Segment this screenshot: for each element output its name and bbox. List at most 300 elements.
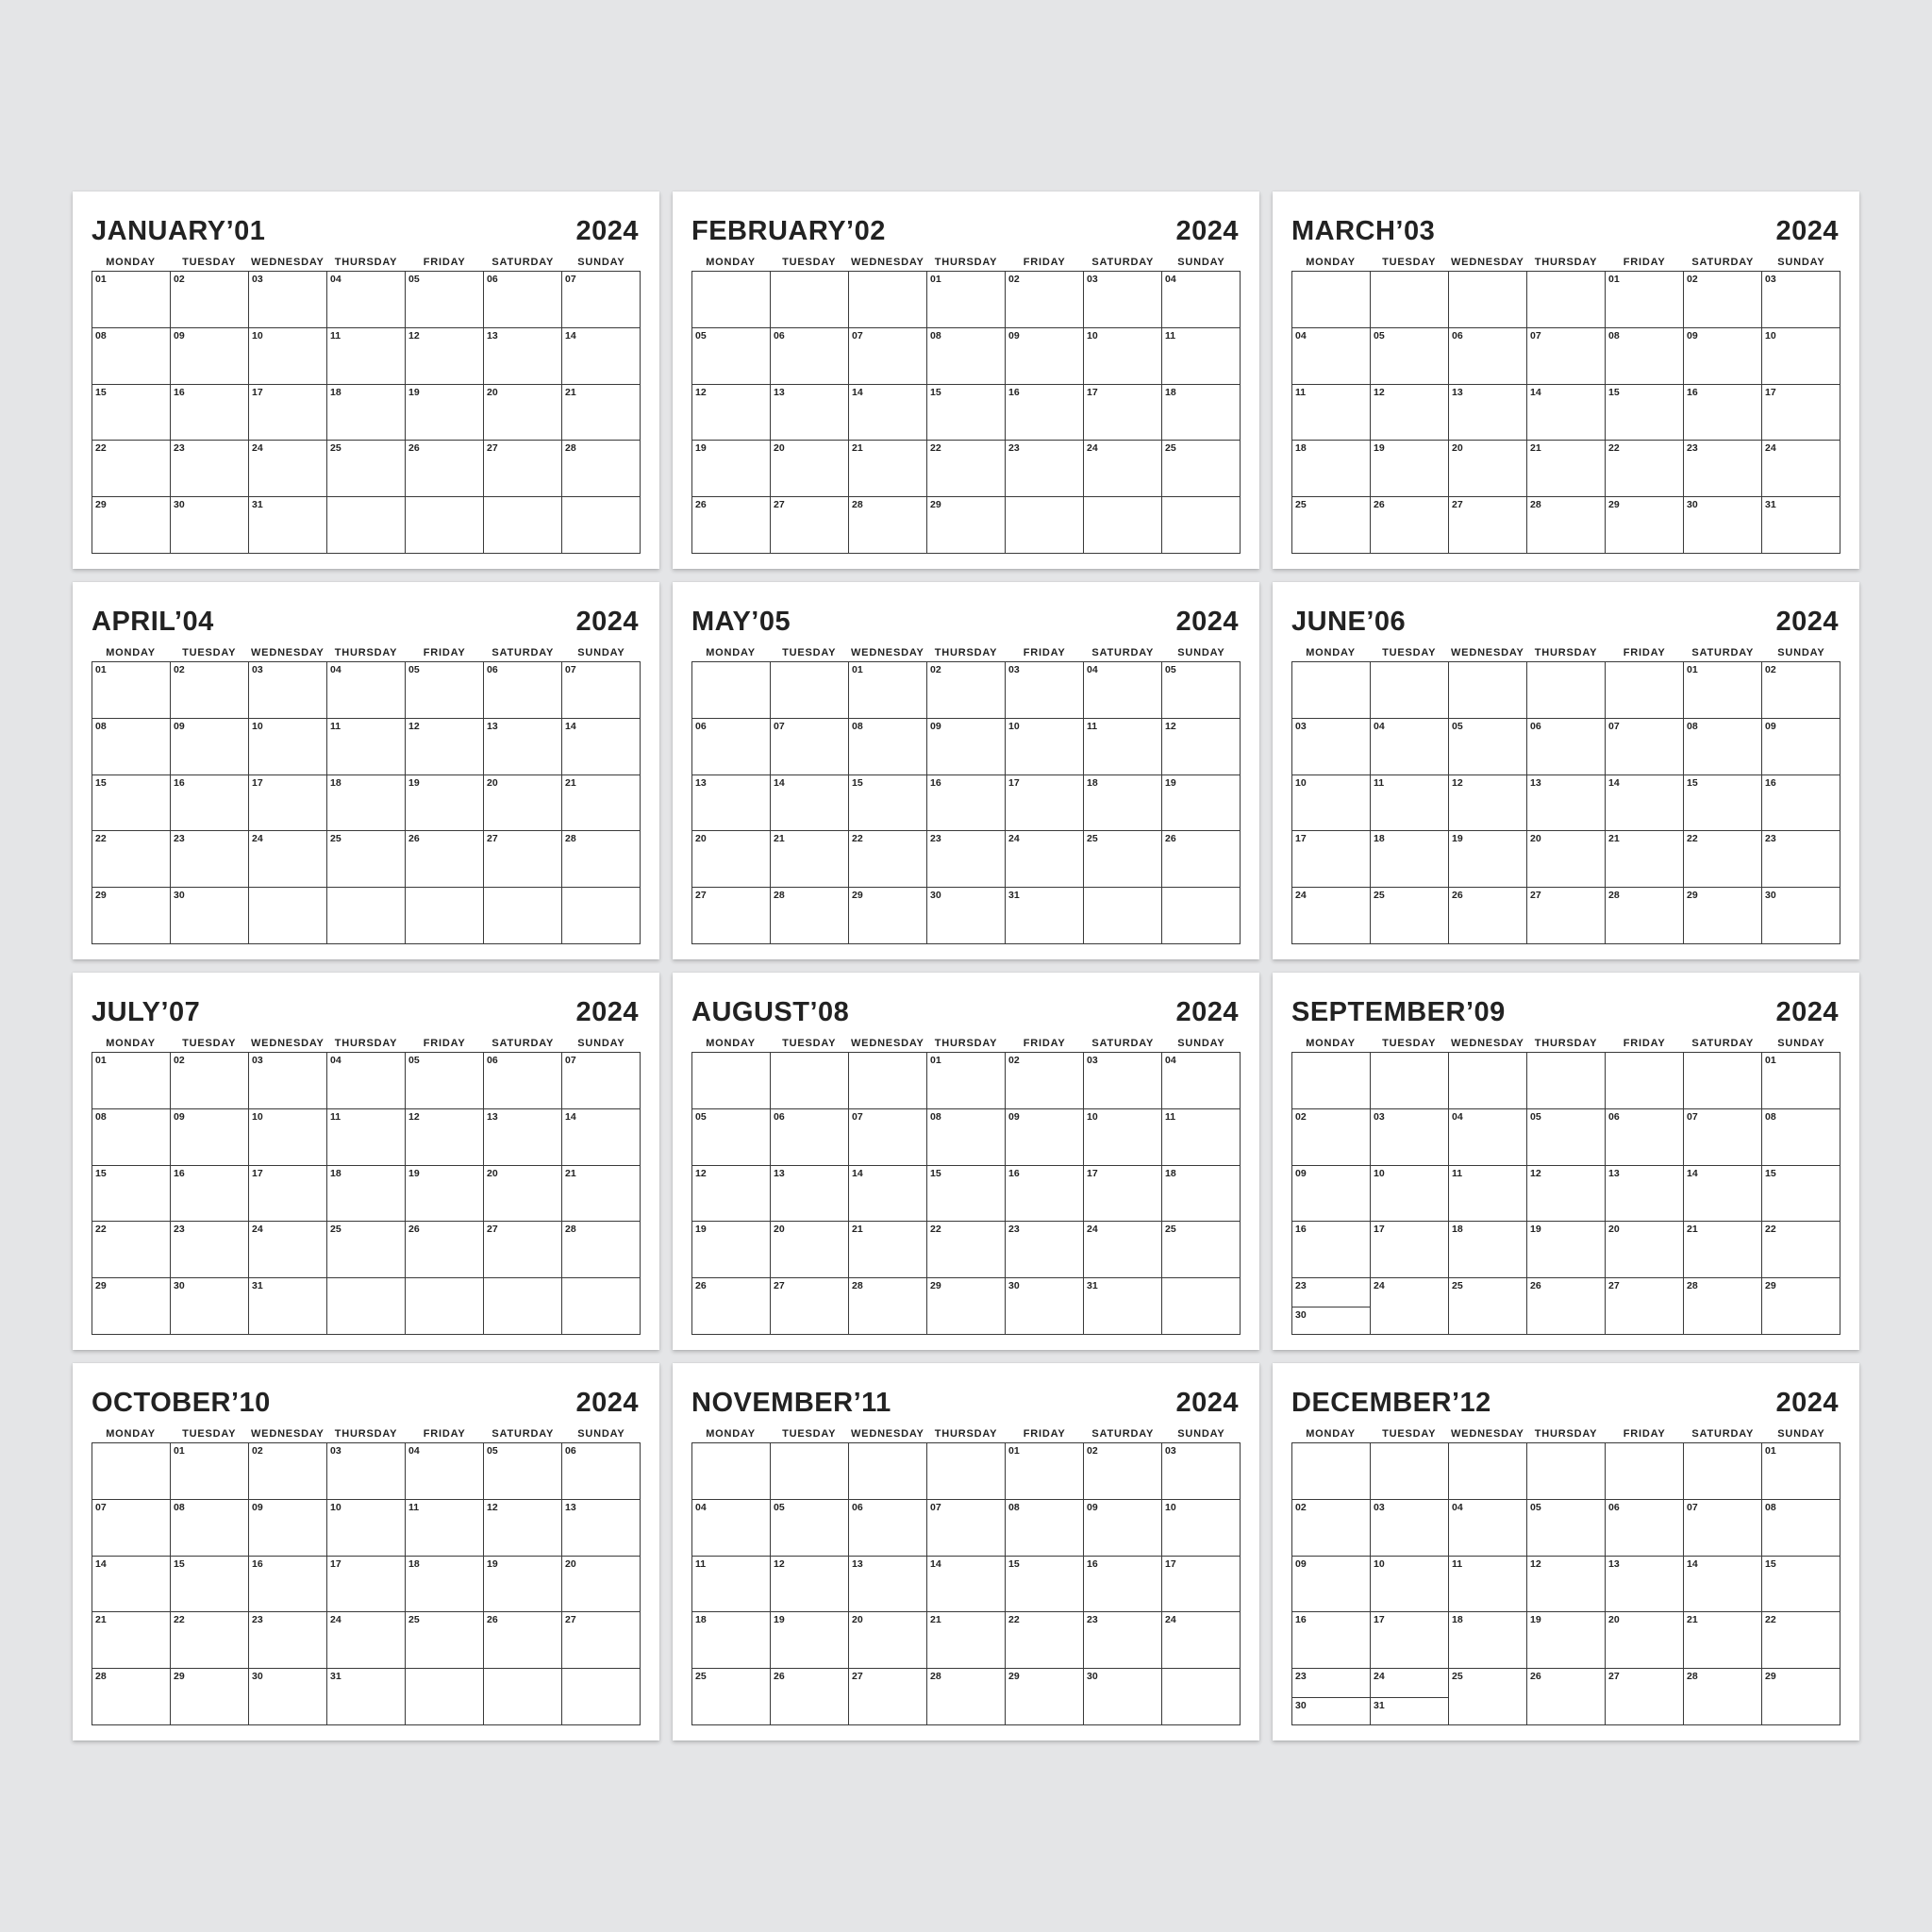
day-number: 19 — [408, 1167, 420, 1179]
day-number: 14 — [852, 386, 863, 398]
day-cell — [484, 1557, 562, 1613]
day-cell — [849, 272, 927, 328]
day-cell — [1527, 775, 1606, 832]
weekday-label: MONDAY — [106, 1038, 156, 1049]
day-number: 15 — [1765, 1167, 1776, 1179]
day-cell — [927, 1669, 1006, 1725]
day-number: 05 — [774, 1501, 785, 1513]
day-number: 17 — [1295, 833, 1307, 845]
day-cell — [562, 719, 641, 775]
day-number: 18 — [695, 1614, 707, 1626]
day-number: 01 — [1608, 274, 1620, 285]
day-number: 16 — [1295, 1614, 1307, 1626]
day-number: 04 — [1295, 329, 1307, 341]
day-number: 24 — [1295, 890, 1307, 902]
day-number: 24 — [1008, 833, 1020, 845]
day-number: 14 — [95, 1557, 107, 1570]
day-cell — [1527, 719, 1606, 775]
day-cell — [92, 1222, 171, 1278]
day-cell — [1006, 385, 1084, 441]
day-number: 11 — [1165, 329, 1176, 341]
day-number: 15 — [1608, 386, 1620, 398]
year-title: 2024 — [1775, 997, 1839, 1027]
day-cell — [562, 1612, 641, 1669]
day-cell — [927, 328, 1006, 385]
day-number: 31 — [1087, 1280, 1098, 1292]
day-number: 23 — [1687, 442, 1698, 455]
day-cell — [927, 385, 1006, 441]
day-number: 21 — [1530, 442, 1541, 455]
day-cell — [1527, 662, 1606, 719]
day-number: 29 — [1608, 499, 1620, 511]
day-number: 03 — [1374, 1110, 1385, 1123]
day-cell — [249, 1443, 327, 1500]
day-number: 26 — [695, 499, 707, 511]
day-cell — [1084, 1053, 1162, 1109]
day-cell — [92, 1500, 171, 1557]
day-cell — [1606, 328, 1684, 385]
day-number: 22 — [1765, 1614, 1776, 1626]
day-number: 27 — [774, 499, 785, 511]
weekday-header — [92, 1038, 641, 1049]
day-cell — [406, 441, 484, 497]
weekday-label: MONDAY — [106, 1428, 156, 1440]
day-cell — [927, 1053, 1006, 1109]
day-cell — [927, 1166, 1006, 1223]
year-title: 2024 — [1175, 216, 1239, 246]
day-number: 13 — [565, 1501, 576, 1513]
day-number: 15 — [1687, 776, 1698, 789]
day-cell — [1449, 1278, 1527, 1335]
day-cell — [1527, 385, 1606, 441]
day-number: 06 — [695, 720, 707, 732]
day-cell — [1292, 497, 1371, 554]
day-cell — [1527, 328, 1606, 385]
day-cell — [1371, 775, 1449, 832]
day-number: 22 — [95, 442, 107, 455]
day-cell — [1371, 272, 1449, 328]
day-number: 15 — [174, 1557, 185, 1570]
day-cell — [484, 719, 562, 775]
day-cell — [249, 888, 327, 944]
day-cell — [771, 272, 849, 328]
day-cell — [327, 1669, 406, 1725]
day-number: 25 — [1452, 1280, 1463, 1292]
month-title: JANUARY’01 — [92, 216, 266, 246]
day-cell — [171, 775, 249, 832]
day-number: 20 — [774, 442, 785, 455]
day-number: 24 — [1087, 1224, 1098, 1236]
day-number: 05 — [1374, 329, 1385, 341]
day-cell — [927, 888, 1006, 944]
day-cell — [562, 441, 641, 497]
day-number: 24 — [1165, 1614, 1176, 1626]
day-number: 16 — [930, 776, 941, 789]
day-cell — [562, 1222, 641, 1278]
day-cell — [1292, 1557, 1371, 1613]
day-cell — [327, 831, 406, 888]
day-number: 01 — [852, 664, 863, 675]
day-cell — [849, 1278, 927, 1335]
day-cell — [1292, 272, 1371, 328]
day-number: 27 — [487, 1224, 498, 1236]
month-card — [1273, 973, 1859, 1350]
day-cell — [1762, 385, 1840, 441]
day-cell — [849, 888, 927, 944]
day-number: 24 — [1087, 442, 1098, 455]
cell-divider — [1292, 1697, 1370, 1698]
day-number: 15 — [930, 1167, 941, 1179]
day-number: 18 — [330, 776, 341, 789]
day-number: 26 — [1165, 833, 1176, 845]
day-cell — [406, 1053, 484, 1109]
weekday-label: SATURDAY — [1691, 1038, 1755, 1049]
day-cell — [327, 328, 406, 385]
day-number: 29 — [95, 499, 107, 511]
day-number: 23 — [174, 442, 185, 455]
weekday-header — [1291, 1428, 1840, 1440]
day-grid — [1291, 1052, 1840, 1335]
day-number: 03 — [1374, 1501, 1385, 1513]
day-cell — [1606, 1500, 1684, 1557]
weekday-label: SATURDAY — [491, 647, 555, 658]
day-cell — [1606, 719, 1684, 775]
day-number: 02 — [930, 664, 941, 675]
day-number: 22 — [852, 833, 863, 845]
day-cell — [327, 719, 406, 775]
day-cell — [1006, 1166, 1084, 1223]
month-card — [673, 973, 1259, 1350]
day-cell — [1762, 831, 1840, 888]
day-cell — [1371, 662, 1449, 719]
day-number: 07 — [774, 720, 785, 732]
day-number: 20 — [1452, 442, 1463, 455]
day-cell — [1162, 497, 1241, 554]
day-cell — [771, 328, 849, 385]
day-number: 27 — [1608, 1280, 1620, 1292]
day-number: 06 — [1608, 1110, 1620, 1123]
day-number: 13 — [1452, 386, 1463, 398]
day-number: 14 — [565, 329, 576, 341]
day-cell — [327, 1109, 406, 1166]
day-cell — [406, 831, 484, 888]
day-number: 18 — [408, 1557, 420, 1570]
day-cell — [1684, 1557, 1762, 1613]
weekday-label: THURSDAY — [334, 647, 398, 658]
weekday-label: TUESDAY — [782, 1428, 837, 1440]
day-cell — [406, 1669, 484, 1725]
day-number: 24 — [1374, 1671, 1385, 1683]
day-cell — [92, 662, 171, 719]
day-number: 03 — [252, 1055, 263, 1066]
day-cell — [249, 1500, 327, 1557]
day-cell — [171, 1278, 249, 1335]
day-cell — [562, 385, 641, 441]
month-title: MARCH’03 — [1291, 216, 1436, 246]
day-cell — [1449, 1443, 1527, 1500]
day-cell — [771, 1612, 849, 1669]
day-grid — [691, 1442, 1241, 1725]
day-cell — [1606, 385, 1684, 441]
day-cell — [562, 1109, 641, 1166]
weekday-label: SATURDAY — [491, 1038, 555, 1049]
day-cell — [327, 1222, 406, 1278]
day-cell — [1449, 1557, 1527, 1613]
day-number: 17 — [252, 1167, 263, 1179]
weekday-label: SUNDAY — [577, 1428, 625, 1440]
weekday-label: THURSDAY — [1534, 1428, 1598, 1440]
day-cell — [406, 328, 484, 385]
day-cell — [1684, 831, 1762, 888]
day-cell — [249, 831, 327, 888]
day-cell — [1371, 1053, 1449, 1109]
day-cell — [406, 888, 484, 944]
day-cell — [849, 831, 927, 888]
day-cell — [849, 328, 927, 385]
day-cell — [1371, 1669, 1449, 1725]
day-number: 08 — [930, 329, 941, 341]
day-number: 25 — [408, 1614, 420, 1626]
day-cell — [692, 497, 771, 554]
day-number: 14 — [852, 1167, 863, 1179]
day-number: 01 — [1008, 1445, 1020, 1457]
day-cell — [692, 328, 771, 385]
weekday-label: MONDAY — [706, 257, 756, 268]
day-number: 08 — [95, 1110, 107, 1123]
day-number: 07 — [852, 1110, 863, 1123]
day-cell — [1162, 831, 1241, 888]
day-cell — [92, 888, 171, 944]
day-number: 02 — [174, 274, 185, 285]
day-number: 27 — [1608, 1671, 1620, 1683]
weekday-label: SATURDAY — [1691, 647, 1755, 658]
day-number: 07 — [565, 1055, 576, 1066]
day-number: 23 — [1008, 1224, 1020, 1236]
day-number: 25 — [1295, 499, 1307, 511]
day-number: 26 — [1374, 499, 1385, 511]
day-cell — [249, 1278, 327, 1335]
day-number: 14 — [1608, 776, 1620, 789]
day-cell — [927, 272, 1006, 328]
day-number: 08 — [1608, 329, 1620, 341]
day-cell — [1006, 328, 1084, 385]
day-cell — [327, 1443, 406, 1500]
day-cell — [692, 1278, 771, 1335]
year-title: 2024 — [1775, 216, 1839, 246]
weekday-label: WEDNESDAY — [1451, 257, 1524, 268]
day-cell — [171, 719, 249, 775]
day-cell — [1527, 1278, 1606, 1335]
day-cell — [1606, 1669, 1684, 1725]
day-number: 31 — [252, 1280, 263, 1292]
day-number: 14 — [774, 776, 785, 789]
day-number: 22 — [1765, 1224, 1776, 1236]
day-number: 13 — [852, 1557, 863, 1570]
weekday-label: SUNDAY — [577, 1038, 625, 1049]
day-number: 29 — [1765, 1280, 1776, 1292]
day-number: 11 — [1452, 1167, 1463, 1179]
day-cell — [484, 1500, 562, 1557]
day-number: 21 — [852, 442, 863, 455]
day-number: 09 — [1765, 720, 1776, 732]
day-number: 07 — [565, 664, 576, 675]
day-cell — [249, 1557, 327, 1613]
day-cell — [1371, 1612, 1449, 1669]
day-cell — [1292, 831, 1371, 888]
day-cell — [1527, 1612, 1606, 1669]
weekday-label: TUESDAY — [1382, 1038, 1437, 1049]
day-cell — [692, 1557, 771, 1613]
day-cell — [927, 1278, 1006, 1335]
day-cell — [1371, 328, 1449, 385]
day-cell — [1371, 1222, 1449, 1278]
day-number: 28 — [1530, 499, 1541, 511]
day-number: 10 — [1765, 329, 1776, 341]
day-cell — [849, 775, 927, 832]
year-title: 2024 — [575, 607, 639, 637]
day-number: 29 — [1008, 1671, 1020, 1683]
day-cell — [327, 1612, 406, 1669]
day-number: 25 — [330, 442, 341, 455]
day-number: 12 — [1530, 1557, 1541, 1570]
weekday-header — [691, 257, 1241, 268]
day-number: 14 — [1687, 1557, 1698, 1570]
day-number: 22 — [1608, 442, 1620, 455]
day-number: 30 — [174, 1280, 185, 1292]
month-title: MAY’05 — [691, 607, 791, 637]
day-number: 28 — [565, 442, 576, 455]
day-number: 16 — [252, 1557, 263, 1570]
day-number: 28 — [565, 833, 576, 845]
day-cell — [92, 385, 171, 441]
weekday-label: MONDAY — [106, 647, 156, 658]
weekday-label: MONDAY — [1306, 1428, 1356, 1440]
weekday-header — [1291, 257, 1840, 268]
day-number: 03 — [1165, 1445, 1176, 1457]
day-number: 27 — [487, 833, 498, 845]
day-number: 14 — [930, 1557, 941, 1570]
day-cell — [1162, 662, 1241, 719]
weekday-label: THURSDAY — [934, 1038, 998, 1049]
day-cell — [927, 497, 1006, 554]
weekday-header — [92, 257, 641, 268]
day-number: 12 — [1452, 776, 1463, 789]
day-number: 10 — [1008, 720, 1020, 732]
day-number: 16 — [1008, 386, 1020, 398]
weekday-label: SUNDAY — [1177, 1038, 1225, 1049]
weekday-label: SATURDAY — [1691, 1428, 1755, 1440]
day-cell — [1762, 272, 1840, 328]
day-number: 10 — [1374, 1167, 1385, 1179]
weekday-label: SATURDAY — [1091, 1428, 1155, 1440]
day-number: 07 — [1530, 329, 1541, 341]
day-cell — [1084, 888, 1162, 944]
day-cell — [327, 1557, 406, 1613]
day-cell — [1162, 1053, 1241, 1109]
day-number: 09 — [1008, 329, 1020, 341]
day-cell — [171, 1669, 249, 1725]
weekday-header — [1291, 647, 1840, 658]
day-cell — [927, 775, 1006, 832]
day-number: 04 — [330, 664, 341, 675]
day-cell — [1371, 1109, 1449, 1166]
day-number: 02 — [174, 664, 185, 675]
day-number: 09 — [174, 720, 185, 732]
day-cell — [927, 1500, 1006, 1557]
day-cell — [1162, 1500, 1241, 1557]
month-title: FEBRUARY’02 — [691, 216, 886, 246]
weekday-label: WEDNESDAY — [851, 647, 924, 658]
day-number: 14 — [1687, 1167, 1698, 1179]
day-number: 03 — [252, 274, 263, 285]
day-number: 08 — [1765, 1110, 1776, 1123]
day-number: 11 — [1452, 1557, 1463, 1570]
day-number: 12 — [695, 386, 707, 398]
weekday-label: SUNDAY — [1777, 1428, 1825, 1440]
day-number: 02 — [1295, 1110, 1307, 1123]
day-cell — [849, 1166, 927, 1223]
weekday-header — [691, 1428, 1241, 1440]
day-number: 12 — [408, 1110, 420, 1123]
day-number: 12 — [695, 1167, 707, 1179]
day-number: 09 — [252, 1501, 263, 1513]
day-cell — [1162, 1443, 1241, 1500]
day-number: 18 — [1374, 833, 1385, 845]
day-cell — [484, 775, 562, 832]
day-cell — [1684, 662, 1762, 719]
day-number: 28 — [930, 1671, 941, 1683]
day-cell — [1762, 1669, 1840, 1725]
day-number: 08 — [95, 720, 107, 732]
day-cell — [171, 1222, 249, 1278]
day-grid — [92, 271, 641, 554]
day-cell — [1006, 888, 1084, 944]
day-cell — [849, 1557, 927, 1613]
day-cell — [1449, 328, 1527, 385]
day-cell — [1162, 1669, 1241, 1725]
day-number: 29 — [95, 890, 107, 902]
day-cell — [327, 1166, 406, 1223]
day-cell — [771, 1278, 849, 1335]
day-number: 28 — [1687, 1280, 1698, 1292]
day-cell — [1606, 497, 1684, 554]
day-number: 01 — [1687, 664, 1698, 675]
day-number: 24 — [252, 833, 263, 845]
day-cell — [1527, 497, 1606, 554]
day-number: 10 — [1295, 776, 1307, 789]
day-cell — [927, 1612, 1006, 1669]
day-cell — [327, 888, 406, 944]
month-card — [73, 973, 659, 1350]
day-cell — [249, 272, 327, 328]
day-cell — [849, 441, 927, 497]
day-cell — [1292, 719, 1371, 775]
day-cell — [1684, 775, 1762, 832]
day-number: 17 — [1008, 776, 1020, 789]
day-number: 16 — [174, 776, 185, 789]
day-cell — [1527, 1443, 1606, 1500]
day-cell — [92, 1278, 171, 1335]
day-grid — [691, 661, 1241, 944]
day-cell — [1449, 441, 1527, 497]
day-cell — [562, 272, 641, 328]
day-cell — [562, 1500, 641, 1557]
day-cell — [1084, 775, 1162, 832]
day-number: 19 — [1452, 833, 1463, 845]
day-cell — [1606, 888, 1684, 944]
day-cell — [1606, 1612, 1684, 1669]
day-number: 14 — [565, 720, 576, 732]
